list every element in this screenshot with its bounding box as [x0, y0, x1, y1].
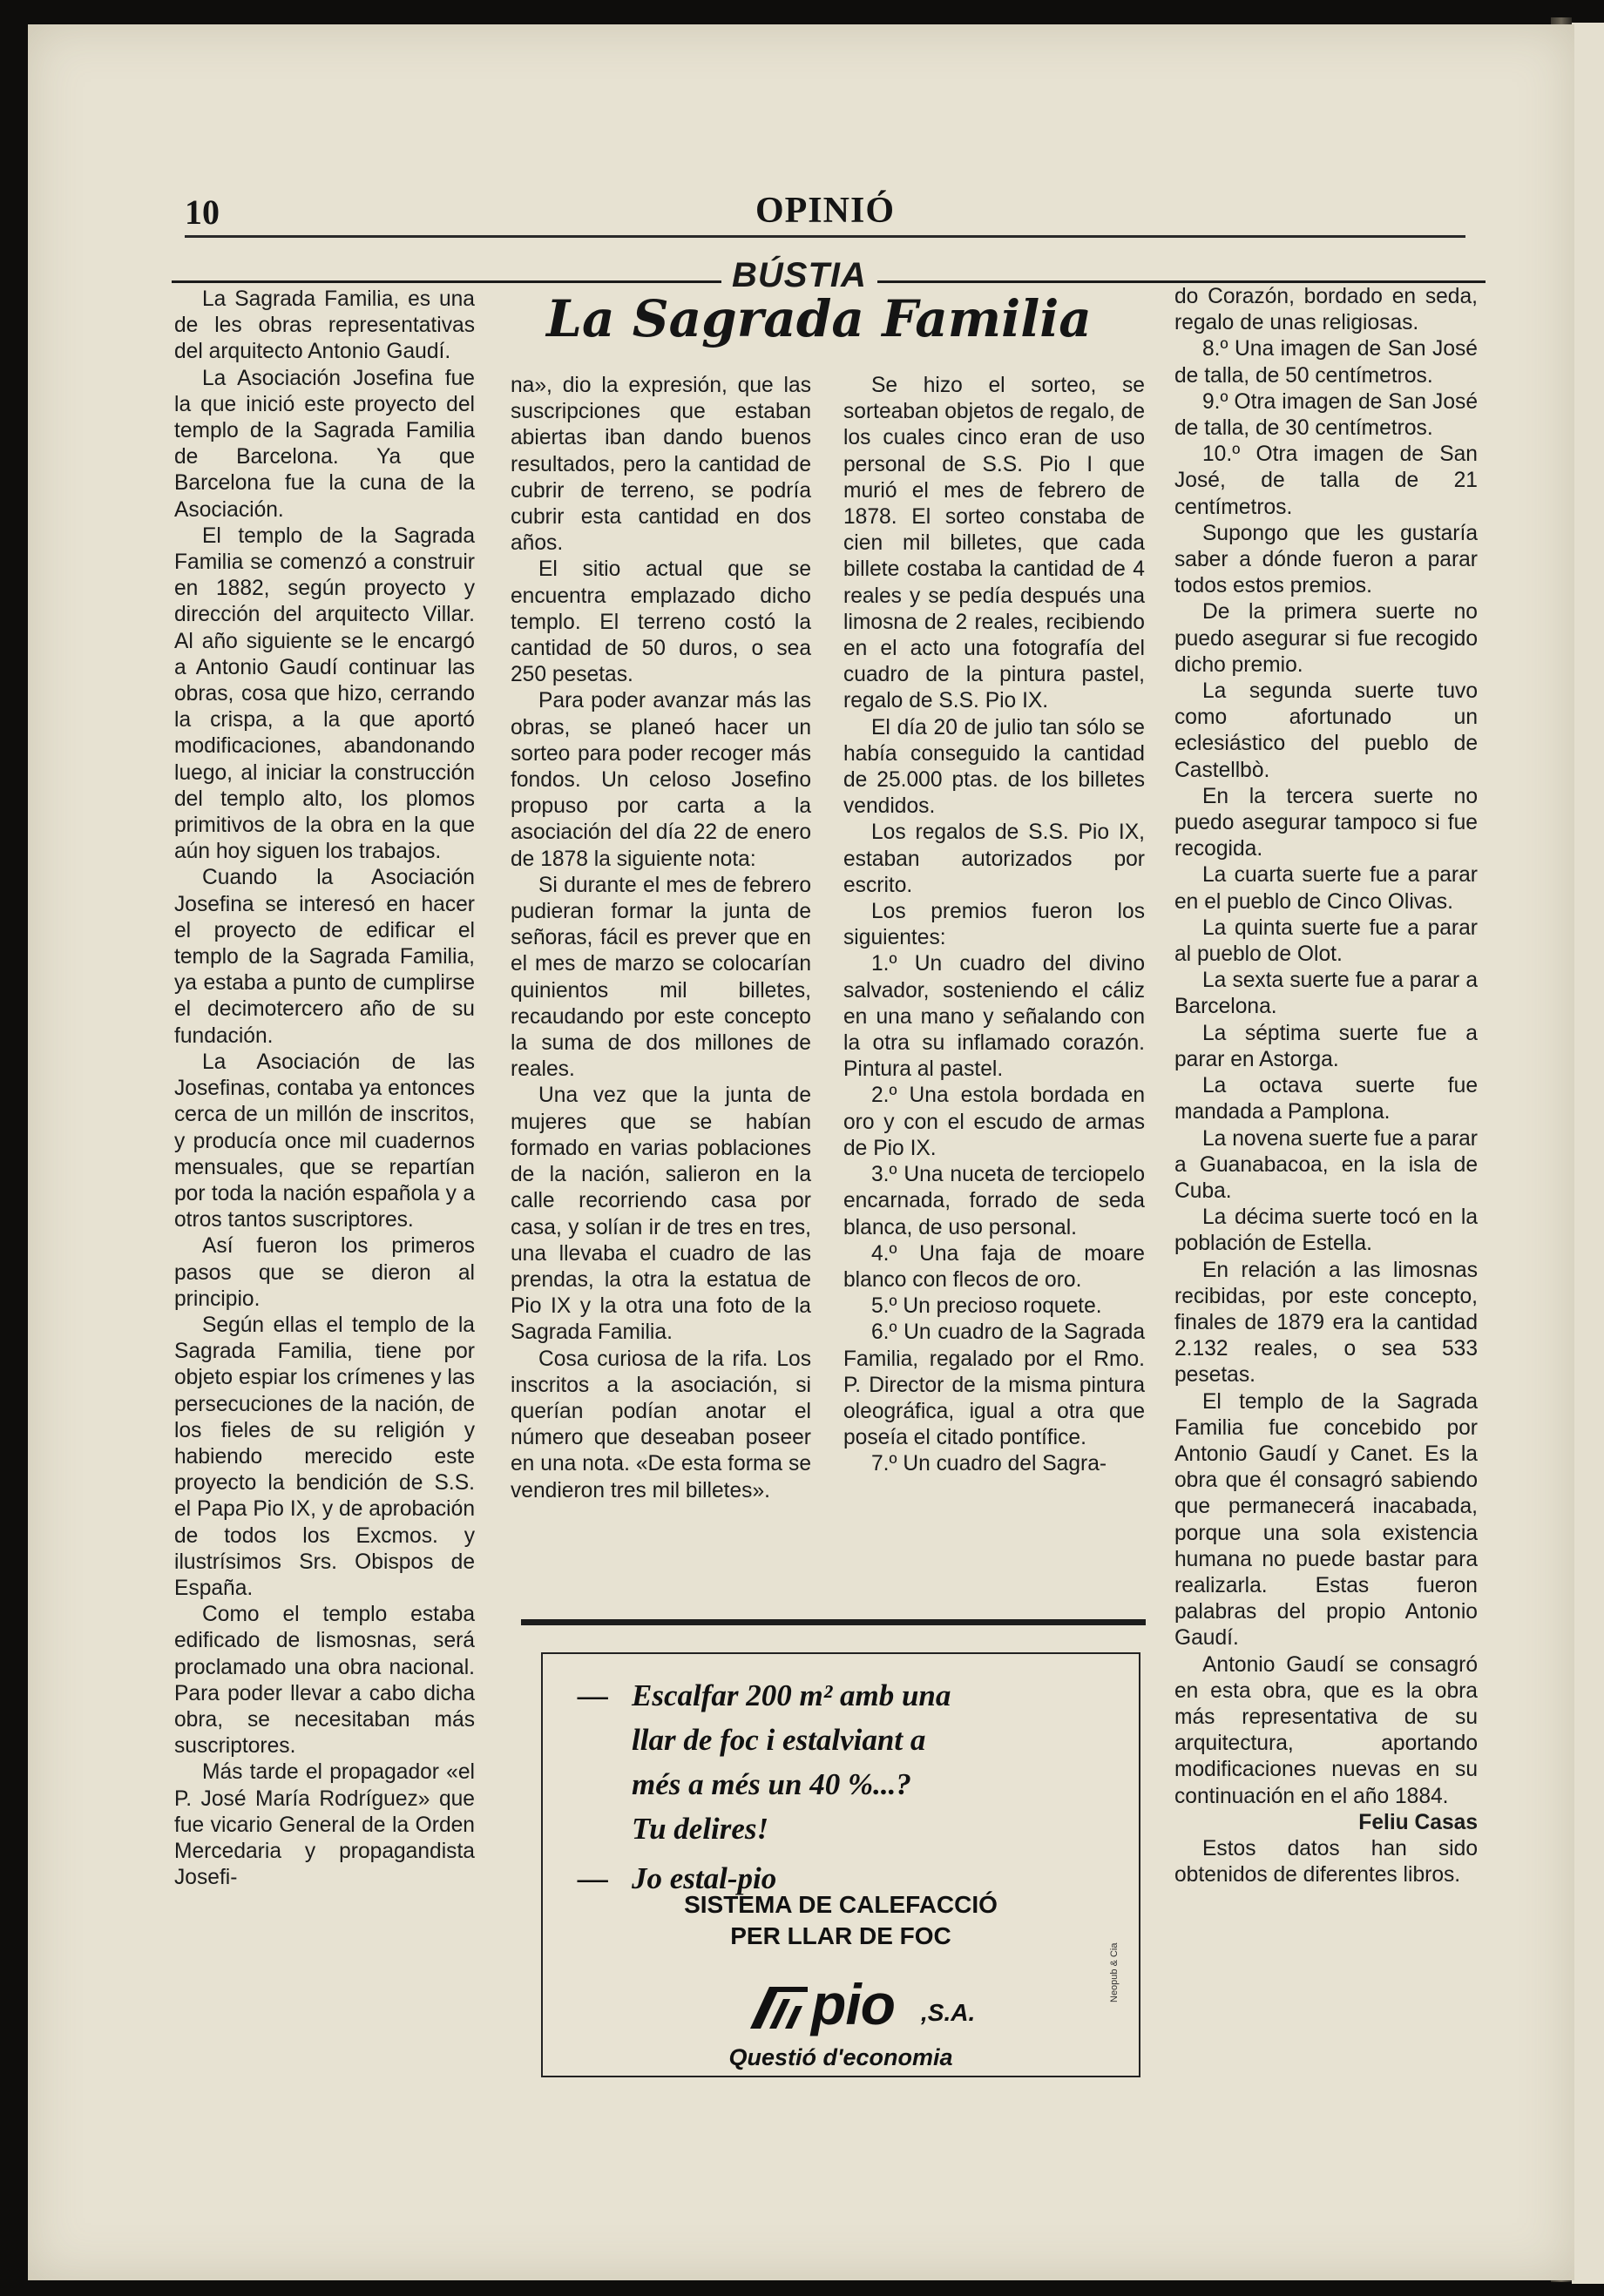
paragraph: 2.º Una estola bordada en oro y con el escudo de armas de Pio IX.	[843, 1084, 1145, 1160]
paragraph: 3.º Una nuceta de terciopelo encarnada, forrado de seda blanca, de uso personal.	[843, 1163, 1145, 1239]
paragraph: La Sagrada Familia, es una de les obras representativas del arquitecto Antonio Gaudí.	[174, 287, 475, 364]
paragraph: El templo de la Sagrada Familia fue concebido por Antonio Gaudí y Canet. Es la obra que él consagró sabiendo que permanecerá inacabada, porque una sola existencia humana no puede bastar para realizarla. Estas fueron palabras del propio Antonio Gaudí.	[1174, 1389, 1478, 1651]
paragraph: 1.º Un cuadro del divino salvador, sosteniendo el cáliz en una mano y señalando con la otra su inflamado corazón. Pintura al pastel.	[843, 952, 1145, 1082]
paragraph: 6.º Un cuadro de la Sagrada Familia, regalado por el Rmo. P. Director de la misma pintura oleográfica, igual a otra que poseía el citado pontífice.	[843, 1320, 1145, 1450]
paragraph: Los regalos de S.S. Pio IX, estaban autorizados por escrito.	[843, 820, 1145, 897]
paragraph: La séptima suerte fue a parar en Astorga.	[1174, 1021, 1478, 1071]
ad-tagline: Questió d'economia	[728, 2044, 953, 2070]
paragraph: La novena suerte fue a parar a Guanabacoa, en la isla de Cuba.	[1174, 1126, 1478, 1203]
ad-line: més a més un 40 %...?	[632, 1767, 911, 1801]
paragraph: El templo de la Sagrada Familia se comenzó a construir en 1882, según proyecto y dirección del arquitecto Villar. Al año siguiente se le encargó a Antonio Gaudí continuar las obras, cosa que hizo, cerrando la crispa, a la que aportó modificaciones, abandonando luego, al iniciar la construcción del templo alto, los plomos primitivos de la obra en la que aún hoy siguen los trabajos.	[174, 523, 475, 864]
paragraph: Antonio Gaudí se consagró en esta obra, que es la obra más representativa de su arquitectura, aportando modificaciones nuevas en su continuación en el año 1884.	[1174, 1652, 1478, 1808]
source-note: Estos datos han sido obtenidos de diferentes libros.	[1174, 1836, 1478, 1887]
header-rule	[185, 235, 1465, 238]
ad-copy	[578, 1673, 1109, 1901]
paragraph: Los premios fueron los siguientes:	[843, 900, 1145, 950]
author-signature: Feliu Casas	[1358, 1810, 1478, 1834]
paragraph: De la primera suerte no puedo asegurar si fue recogido dicho premio.	[1174, 600, 1478, 677]
brand-logo	[750, 1972, 1012, 2036]
paragraph: Se hizo el sorteo, se sorteaban objetos de regalo, de los cuales cinco eran de uso personal de S.S. Pio I que murió el mes de febrero de 1878. El sorteo constaba de cien mil billetes, que cada billete costaba la cantidad de 4 reales y se pedía después una limosna de 2 reales, recibiendo en el acto una fotografía del cuadro de la pintura pastel, regalo de S.S. Pio IX.	[843, 374, 1145, 713]
article-title: La Sagrada Familia	[546, 289, 1092, 348]
paragraph: La segunda suerte tuvo como afortunado un eclesiástico del pueblo de Castellbò.	[1174, 679, 1478, 782]
paragraph: El día 20 de julio tan sólo se había conseguido la cantidad de 25.000 ptas. de los billetes vendidos.	[843, 715, 1145, 819]
paragraph: En relación a las limosnas recibidas, por este concepto, finales de 1879 era la cantidad 2.132 reales, o sea 533 pesetas.	[1174, 1258, 1478, 1388]
ad-credit: Neopub & Cia	[1109, 1942, 1120, 2002]
paragraph: 10.º Otra imagen de San José, de talla de 21 centímetros.	[1174, 442, 1478, 519]
paragraph: 8.º Una imagen de San José de talla, de 50 centímetros.	[1174, 337, 1478, 388]
page-header	[185, 172, 1465, 232]
paragraph: Para poder avanzar más las obras, se planeó hacer un sorteo para poder recoger más fondos. Un celoso Josefino propuso por carta a la asociación del día 22 de enero de 1878 la siguiente nota:	[511, 689, 811, 871]
paragraph: 4.º Una faja de moare blanco con flecos de oro.	[843, 1241, 1145, 1292]
column-separator-bar	[521, 1619, 1146, 1625]
paragraph: La décima suerte tocó en la población de Estella.	[1174, 1205, 1478, 1256]
paragraph: La cuarta suerte fue a parar en el pueblo de Cinco Olivas.	[1174, 863, 1478, 914]
paragraph: La Asociación de las Josefinas, contaba ya entonces cerca de un millón de inscritos, y producía once mil cuadernos mensuales, que se repartían por toda la nación española y a otros tantos suscriptores.	[174, 1050, 475, 1232]
paragraph: La octava suerte fue mandada a Pamplona.	[1174, 1074, 1478, 1124]
advertisement	[541, 1652, 1140, 2077]
article-column-2	[511, 373, 811, 1504]
paragraph: 7.º Un cuadro del Sagra-	[871, 1452, 1107, 1476]
rubric: BÚSTIA	[721, 256, 877, 295]
brand-suffix: ,S.A.	[921, 1999, 976, 2026]
page-number: 10	[185, 192, 220, 232]
paragraph: 5.º Un precioso roquete.	[871, 1294, 1102, 1319]
paragraph: Cosa curiosa de la rifa. Los inscritos a la asociación, si querían podían anotar el número que deseaban poseer en una nota. «De esta forma se vendieron tres mil billetes».	[511, 1347, 811, 1503]
paragraph: Una vez que la junta de mujeres que se habían formado en varias poblaciones de la nación, salieron en la calle recorriendo casa por casa, y solían ir de tres en tres, una llevaba el cuadro de las prendas, la otra la estatua de Pio IX y la otra una foto de la Sagrada Familia.	[511, 1084, 811, 1345]
paragraph: La Asociación Josefina fue la que inició este proyecto del templo de la Sagrada Familia de Barcelona. Ya que Barcelona fue la cuna de la Asociación.	[174, 366, 475, 522]
article-column-1	[174, 287, 475, 1891]
article-column-4	[1174, 284, 1478, 1888]
paragraph: Como el templo estaba edificado de lismosnas, será proclamado una obra nacional. Para poder llevar a cabo dicha obra, se necesitaban más suscriptores.	[174, 1603, 475, 1759]
article-column-3	[843, 373, 1145, 1478]
paragraph: 9.º Otra imagen de San José de talla, de 30 centímetros.	[1174, 389, 1478, 441]
ad-reply: — Jo estal-pio	[578, 1861, 777, 1895]
brand-name: pio	[811, 1972, 895, 2036]
ad-line: — Escalfar 200 m² amb una	[578, 1678, 951, 1712]
paragraph: do Corazón, bordado en seda, regalo de unas religiosas.	[1174, 285, 1478, 335]
paragraph: Así fueron los primeros pasos que se dieron al principio.	[174, 1234, 475, 1311]
paragraph: La sexta suerte fue a parar a Barcelona.	[1174, 969, 1478, 1019]
paragraph: Cuando la Asociación Josefina se interesó en hacer el proyecto de edificar el templo de la Sagrada Familia, ya estaba a punto de cumplirse el decimotercero año de su fundación.	[174, 866, 475, 1048]
ad-headline-2: PER LLAR DE FOC	[730, 1922, 951, 1949]
ad-line: Tu delires!	[632, 1812, 769, 1846]
brand-logo-icon	[750, 1983, 808, 2029]
paragraph: En la tercera suerte no puedo asegurar tampoco si fue recogida.	[1174, 784, 1478, 861]
paragraph: Si durante el mes de febrero pudieran formar la junta de señoras, fácil es prever que en el mes de marzo se colocarían quinientos mil billetes, recaudando por este concepto la suma de dos millones de reales.	[511, 873, 811, 1082]
ad-headline-1: SISTEMA DE CALEFACCIÓ	[684, 1891, 998, 1918]
section-title: OPINIÓ	[755, 191, 895, 231]
next-page-edge	[1572, 23, 1604, 2284]
paragraph: Según ellas el templo de la Sagrada Familia, tiene por objeto espiar los crímenes y las persecuciones de la nación, de los fieles de su religión y habiendo merecido este proyecto la bendición de S.S. el Papa Pio IX, y de aprobación de todos los Excmos. y ilustrísimos Srs. Obispos de España.	[174, 1313, 475, 1600]
paragraph: Supongo que les gustaría saber a dónde fueron a parar todos estos premios.	[1174, 521, 1478, 598]
paragraph: Más tarde el propagador «el P. José María Rodríguez» que fue vicario General de la Orden Mercedaria y propagandista Josefi-	[174, 1760, 475, 1890]
paragraph: El sitio actual que se encuentra emplazado dicho templo. El terreno costó la cantidad de 50 duros, o sea 250 pesetas.	[511, 557, 811, 687]
paragraph: na», dio la expresión, que las suscripciones que estaban abiertas iban dando buenos resultados, pero la cantidad de cubrir de terreno, se podría cubrir esta cantidad en dos años.	[511, 374, 811, 556]
ad-line: llar de foc i estalviant a	[632, 1723, 926, 1757]
paragraph: La quinta suerte fue a parar al pueblo de Olot.	[1174, 915, 1478, 967]
